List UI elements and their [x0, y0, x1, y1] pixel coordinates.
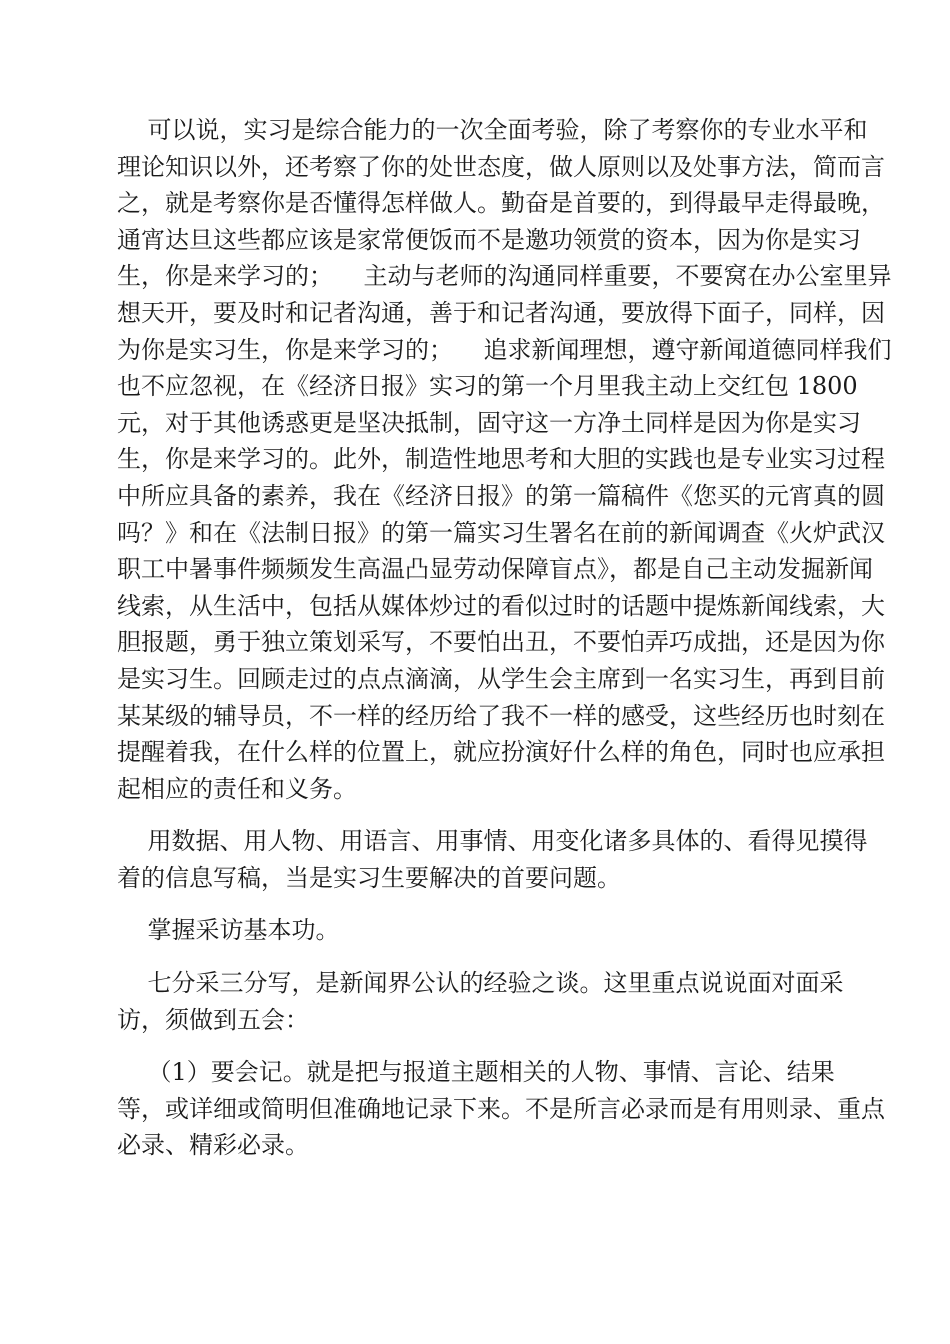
text-line: 必录、精彩必录。: [117, 1131, 309, 1160]
text-line: 通宵达旦这些都应该是家常便饭而不是邀功领赏的资本，因为你是实习: [117, 225, 861, 254]
text-line: 理论知识以外，还考察了你的处世态度，做人原则以及处事方法，简而言: [117, 152, 885, 181]
text-line: 等，或详细或简明但准确地记录下来。不是所言必录而是有用则录、重点: [117, 1094, 885, 1123]
text-line: （1）要会记。就是把与报道主题相关的人物、事情、言论、结果: [117, 1058, 835, 1087]
text-line: 某某级的辅导员，不一样的经历给了我不一样的感受，这些经历也时刻在: [117, 701, 885, 730]
text-line: 中所应具备的素养，我在《经济日报》的第一篇稿件《您买的元宵真的圆: [117, 481, 885, 510]
paragraph-seven-three-rule: [117, 965, 844, 1038]
text-line: 也不应忽视，在《经济日报》实习的第一个月里我主动上交红包 1800: [117, 372, 858, 401]
text-line: 线索，从生活中，包括从媒体炒过的看似过时的话题中提炼新闻线索，大: [117, 591, 885, 620]
text-line: 是实习生。回顾走过的点点滴滴，从学生会主席到一名实习生，再到目前: [117, 664, 885, 693]
paragraph-writing-with-data: [117, 823, 868, 896]
document-body: [117, 112, 892, 1164]
text-line: 掌握采访基本功。: [117, 916, 340, 945]
text-line: 胆报题，勇于独立策划采写，不要怕出丑，不要怕弄巧成拙，还是因为你: [117, 628, 885, 657]
text-line: 可以说，实习是综合能力的一次全面考验，除了考察你的专业水平和: [117, 116, 868, 144]
text-line: 访，须做到五会：: [117, 1005, 309, 1034]
paragraph-note-taking: [117, 1054, 885, 1164]
text-line: 为你是实习生，你是来学习的； 追求新闻理想，遵守新闻道德同样我们: [117, 335, 892, 364]
text-line: 吗？》和在《法制日报》的第一篇实习生署名在前的新闻调查《火炉武汉: [117, 518, 885, 547]
text-line: 起相应的责任和义务。: [117, 774, 357, 803]
paragraph-spacer: [117, 896, 837, 912]
paragraph-spacer: [117, 807, 837, 823]
text-line: 想天开，要及时和记者沟通，善于和记者沟通，要放得下面子，同样，因: [117, 298, 885, 327]
text-line: 生，你是来学习的。此外，制造性地思考和大胆的实践也是专业实习过程: [117, 445, 885, 474]
paragraph-spacer: [117, 949, 837, 965]
text-line: 七分采三分写，是新闻界公认的经验之谈。这里重点说说面对面采: [117, 969, 844, 998]
text-line: 着的信息写稿，当是实习生要解决的首要问题。: [117, 863, 621, 892]
paragraph-spacer: [117, 1038, 837, 1054]
text-line: 用数据、用人物、用语言、用事情、用变化诸多具体的、看得见摸得: [117, 827, 868, 856]
paragraph-interview-basics: [117, 912, 837, 949]
text-line: 生，你是来学习的； 主动与老师的沟通同样重要，不要窝在办公室里异: [117, 262, 892, 291]
text-line: 元，对于其他诱惑更是坚决抵制，固守这一方净土同样是因为你是实习: [117, 408, 861, 437]
text-line: 之，就是考察你是否懂得怎样做人。勤奋是首要的，到得最早走得最晚，: [117, 189, 885, 218]
paragraph-internship-test: [117, 112, 892, 807]
text-line: 职工中暑事件频频发生高温凸显劳动保障盲点》，都是自己主动发掘新闻: [117, 555, 873, 584]
text-line: 提醒着我，在什么样的位置上，就应扮演好什么样的角色，同时也应承担: [117, 738, 885, 767]
